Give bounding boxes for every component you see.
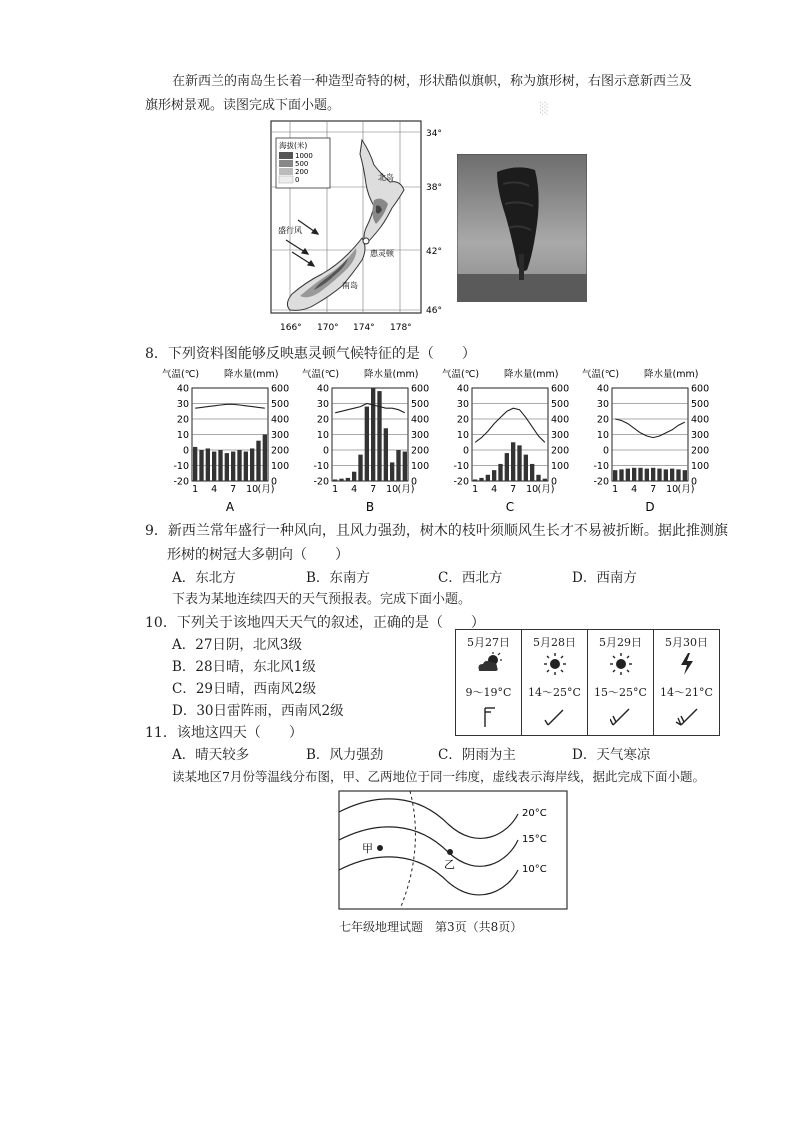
- temp-tick-label: -10: [313, 461, 329, 472]
- temp-tick-label: 0: [182, 445, 189, 457]
- lat-46: 46°: [426, 306, 442, 316]
- precip-bar: [365, 407, 369, 481]
- precip-tick-label: 200: [411, 445, 430, 457]
- month-tick-label: 7: [230, 484, 237, 495]
- temp-tick-label: 20: [176, 414, 189, 426]
- temp-tick-label: 30: [176, 399, 189, 410]
- temperature-axis-title: 气温(℃): [162, 369, 200, 380]
- temp-tick-label: 30: [456, 399, 469, 410]
- precip-bar: [670, 469, 674, 481]
- lat-42: 42°: [426, 247, 442, 257]
- temp-tick-label: -20: [593, 476, 609, 488]
- precip-bar: [626, 469, 630, 481]
- temp-tick-label: 30: [316, 399, 329, 410]
- intro-line-2: 旗形树景观。读图完成下面小题。: [145, 98, 341, 113]
- temp-tick-label: 10: [456, 430, 469, 441]
- bleed-through: ░: [540, 102, 549, 115]
- temp-tick-label: 20: [316, 414, 329, 426]
- precip-bar: [505, 453, 509, 481]
- precip-tick-label: 100: [271, 461, 290, 472]
- q10-option-b[interactable]: B．28日晴，东北风1级: [172, 659, 316, 675]
- precip-tick-label: 0: [411, 476, 418, 488]
- precip-bar: [396, 450, 400, 481]
- month-tick-label: 7: [650, 484, 657, 495]
- temp-tick-label: 10: [176, 430, 189, 441]
- point-a-label: 甲: [362, 842, 373, 855]
- precip-bar: [346, 478, 350, 481]
- legend-0: 0: [295, 176, 300, 184]
- legend-1000: 1000: [295, 152, 313, 160]
- weather-day-29: [588, 630, 654, 735]
- precip-bar: [358, 455, 362, 481]
- month-tick-label: 10: [246, 484, 259, 495]
- sun-icon: [543, 652, 567, 676]
- label-north-island: 北岛: [378, 173, 394, 182]
- isotherm-map: [338, 790, 568, 910]
- month-tick-label: 1: [472, 484, 479, 495]
- precip-tick-label: 500: [551, 399, 570, 410]
- temp-tick-label: 40: [316, 383, 329, 395]
- precip-tick-label: 400: [691, 414, 710, 426]
- month-tick-label: 1: [612, 484, 619, 495]
- flag-tree-photo: [457, 154, 587, 302]
- month-tick-label: 4: [351, 484, 358, 495]
- isotherm-label-10: 10°C: [522, 864, 547, 875]
- precip-bar: [206, 448, 210, 481]
- weather-date: 5月29日: [599, 636, 642, 649]
- month-tick-label: 7: [510, 484, 517, 495]
- precip-bar: [390, 462, 394, 481]
- precip-tick-label: 500: [271, 399, 290, 410]
- precip-bar: [638, 468, 642, 481]
- precip-bar: [676, 469, 680, 481]
- weather-temp: 15～25°C: [594, 686, 647, 699]
- lat-34: 34°: [426, 129, 442, 139]
- temperature-line: [475, 408, 545, 442]
- precip-bar: [486, 475, 490, 481]
- temperature-axis-title: 气温(℃): [582, 369, 620, 380]
- weather-date: 5月28日: [533, 636, 576, 649]
- precip-tick-label: 0: [551, 476, 558, 488]
- precip-tick-label: 200: [691, 445, 710, 457]
- month-tick-label: 1: [192, 484, 199, 495]
- weather-date: 5月27日: [467, 636, 510, 649]
- precip-tick-label: 500: [691, 399, 710, 410]
- temperature-line: [615, 419, 685, 438]
- temperature-line: [195, 404, 265, 408]
- precip-bar: [352, 472, 356, 481]
- precip-bar: [498, 464, 502, 481]
- month-tick-label: 4: [631, 484, 638, 495]
- month-tick-label: 10: [526, 484, 539, 495]
- precip-bar: [664, 469, 668, 481]
- precip-bar: [237, 450, 241, 481]
- q12-intro: 读某地区7月份等温线分布图，甲、乙两地位于同一纬度，虚线表示海岸线，据此完成下面小题。: [172, 769, 705, 784]
- weather-day-28: [522, 630, 588, 735]
- wind-symbol-north-3: [479, 706, 499, 728]
- month-tick-label: 4: [491, 484, 498, 495]
- q9-stem-2: 形树的树冠大多朝向（ ）: [167, 547, 349, 563]
- temp-tick-label: 0: [602, 445, 609, 457]
- precip-tick-label: 100: [691, 461, 710, 472]
- precip-bar: [339, 479, 343, 481]
- month-unit-label: (月): [257, 484, 275, 495]
- intro-line-1: 在新西兰的南岛生长着一种造型奇特的树，形状酷似旗帜，称为旗形树，右图示意新西兰及: [172, 74, 693, 89]
- month-tick-label: 7: [370, 484, 377, 495]
- precipitation-axis-title: 降水量(mm): [224, 369, 279, 380]
- point-b-label: 乙: [444, 858, 455, 871]
- wind-symbol-southwest-2: [610, 706, 632, 728]
- precip-tick-label: 200: [551, 445, 570, 457]
- weather-day-27: [456, 630, 522, 735]
- precipitation-axis-title: 降水量(mm): [644, 369, 699, 380]
- precip-bar: [651, 468, 655, 481]
- precip-bar: [530, 464, 534, 481]
- chart-option-label: A: [225, 500, 235, 514]
- q11-option-d[interactable]: D．天气寒凉: [572, 747, 651, 763]
- weather-forecast-table: [455, 629, 720, 736]
- precip-tick-label: 0: [691, 476, 698, 488]
- q11-stem: 11．该地这四天（ ）: [145, 725, 303, 741]
- point-b: [447, 849, 453, 855]
- precip-tick-label: 200: [271, 445, 290, 457]
- new-zealand-map: [270, 120, 455, 345]
- month-tick-label: 1: [332, 484, 339, 495]
- weather-temp: 14～25°C: [528, 686, 581, 699]
- precip-bar: [263, 435, 267, 482]
- chart-option-label: B: [365, 500, 375, 514]
- weather-temp: 14～21°C: [660, 686, 713, 699]
- temp-tick-label: -20: [313, 476, 329, 488]
- precip-bar: [377, 391, 381, 481]
- precipitation-axis-title: 降水量(mm): [364, 369, 419, 380]
- label-prevailing-wind: 盛行风: [278, 226, 302, 235]
- chart-option-label: D: [645, 500, 655, 514]
- precip-bar: [536, 475, 540, 481]
- precip-tick-label: 600: [551, 383, 570, 395]
- q10-option-d[interactable]: D．30日雷阵雨，西南风2级: [172, 703, 344, 719]
- lon-178: 178°: [390, 323, 412, 333]
- month-tick-label: 4: [211, 484, 218, 495]
- q10-option-c[interactable]: C．29日晴，西南风2级: [172, 681, 317, 697]
- precip-bar: [683, 470, 687, 481]
- label-wellington: 惠灵顿: [370, 249, 394, 258]
- q10-intro: 下表为某地连续四天的天气预报表。完成下面小题。: [172, 592, 472, 607]
- month-unit-label: (月): [397, 484, 415, 495]
- precip-tick-label: 100: [411, 461, 430, 472]
- climate-charts: [160, 366, 720, 516]
- precip-bar: [256, 441, 260, 481]
- isotherm-label-15: 15°C: [522, 834, 547, 845]
- precip-bar: [212, 452, 216, 481]
- precip-tick-label: 400: [551, 414, 570, 426]
- precip-tick-label: 100: [551, 461, 570, 472]
- precip-bar: [199, 450, 203, 481]
- precip-bar: [371, 388, 375, 481]
- temp-tick-label: -10: [453, 461, 469, 472]
- precip-bar: [479, 478, 483, 481]
- cloudy-sun-icon: [475, 652, 503, 674]
- thunderstorm-icon: [677, 652, 697, 676]
- precip-bar: [632, 468, 636, 481]
- precip-tick-label: 400: [271, 414, 290, 426]
- precip-tick-label: 300: [411, 430, 430, 441]
- temp-tick-label: 20: [456, 414, 469, 426]
- q9-stem-1: 9．新西兰常年盛行一种风向，且风力强劲，树木的枝叶须顺风生长才不易被折断。据此推测旗: [145, 523, 728, 539]
- precip-bar: [231, 452, 235, 481]
- precip-bar: [403, 452, 407, 481]
- temp-tick-label: -20: [453, 476, 469, 488]
- precip-tick-label: 600: [271, 383, 290, 395]
- wind-symbol-southwest-2: [675, 706, 699, 728]
- precip-tick-label: 600: [691, 383, 710, 395]
- precip-bar: [333, 479, 337, 481]
- label-south-island: 南岛: [342, 281, 358, 290]
- precip-bar: [473, 479, 477, 481]
- precip-bar: [613, 470, 617, 481]
- precip-tick-label: 300: [271, 430, 290, 441]
- month-tick-label: 10: [386, 484, 399, 495]
- chart-option-label: C: [505, 500, 515, 514]
- month-unit-label: (月): [677, 484, 695, 495]
- precip-tick-label: 600: [411, 383, 430, 395]
- precip-bar: [218, 450, 222, 481]
- precip-tick-label: 0: [271, 476, 278, 488]
- precip-bar: [543, 479, 547, 481]
- precip-bar: [244, 452, 248, 481]
- point-a: [377, 845, 383, 851]
- weather-temp: 9～19°C: [465, 686, 512, 699]
- q9-option-d[interactable]: D．西南方: [572, 570, 637, 586]
- weather-day-30: [654, 630, 719, 735]
- temp-tick-label: 30: [596, 399, 609, 410]
- legend-title: 海拔(米): [279, 141, 308, 150]
- lon-174: 174°: [353, 323, 375, 333]
- precip-bar: [645, 469, 649, 481]
- temperature-axis-title: 气温(℃): [302, 369, 340, 380]
- precip-tick-label: 300: [691, 430, 710, 441]
- temperature-axis-title: 气温(℃): [442, 369, 480, 380]
- temp-tick-label: 40: [176, 383, 189, 395]
- precipitation-axis-title: 降水量(mm): [504, 369, 559, 380]
- lon-170: 170°: [317, 323, 339, 333]
- lon-166: 166°: [280, 323, 302, 333]
- precip-tick-label: 500: [411, 399, 430, 410]
- precip-bar: [250, 448, 254, 481]
- q8-stem: 8．下列资料图能够反映惠灵顿气候特征的是（ ）: [145, 346, 476, 362]
- q9-option-a[interactable]: A．东北方: [172, 570, 236, 586]
- q11-option-b[interactable]: B．风力强劲: [306, 747, 384, 763]
- weather-date: 5月30日: [665, 636, 708, 649]
- temp-tick-label: -20: [173, 476, 189, 488]
- temp-tick-label: 20: [596, 414, 609, 426]
- precip-bar: [517, 445, 521, 481]
- precip-tick-label: 400: [411, 414, 430, 426]
- q10-stem: 10．下列关于该地四天天气的叙述，正确的是（ ）: [145, 615, 485, 631]
- precip-tick-label: 300: [551, 430, 570, 441]
- temp-tick-label: 40: [456, 383, 469, 395]
- precip-bar: [492, 470, 496, 481]
- temp-tick-label: -10: [173, 461, 189, 472]
- temp-tick-label: 10: [596, 430, 609, 441]
- temperature-line: [335, 404, 405, 413]
- q9-option-c[interactable]: C．西北方: [438, 570, 503, 586]
- precip-bar: [511, 442, 515, 481]
- page-footer: 七年级地理试题 第3页（共8页）: [339, 920, 523, 934]
- precip-bar: [524, 455, 528, 481]
- temp-tick-label: 0: [462, 445, 469, 457]
- precip-bar: [225, 453, 229, 481]
- legend-200: 200: [295, 168, 309, 176]
- q11-option-c[interactable]: C．阴雨为主: [438, 747, 516, 763]
- lat-38: 38°: [426, 183, 442, 193]
- temp-tick-label: 40: [596, 383, 609, 395]
- wind-symbol-northeast-1: [544, 706, 566, 728]
- isotherm-label-20: 20°C: [522, 808, 547, 819]
- temp-tick-label: 0: [322, 445, 329, 457]
- q9-option-b[interactable]: B．东南方: [306, 570, 370, 586]
- temp-tick-label: -10: [593, 461, 609, 472]
- precip-bar: [619, 469, 623, 481]
- q10-option-a[interactable]: A．27日阴，北风3级: [172, 637, 303, 653]
- temp-tick-label: 10: [316, 430, 329, 441]
- legend-500: 500: [295, 160, 309, 168]
- q11-option-a[interactable]: A．晴天较多: [172, 747, 250, 763]
- sun-icon: [609, 652, 633, 676]
- precip-bar: [657, 469, 661, 481]
- month-tick-label: 10: [666, 484, 679, 495]
- precip-bar: [193, 447, 197, 481]
- precip-bar: [384, 428, 388, 481]
- month-unit-label: (月): [537, 484, 555, 495]
